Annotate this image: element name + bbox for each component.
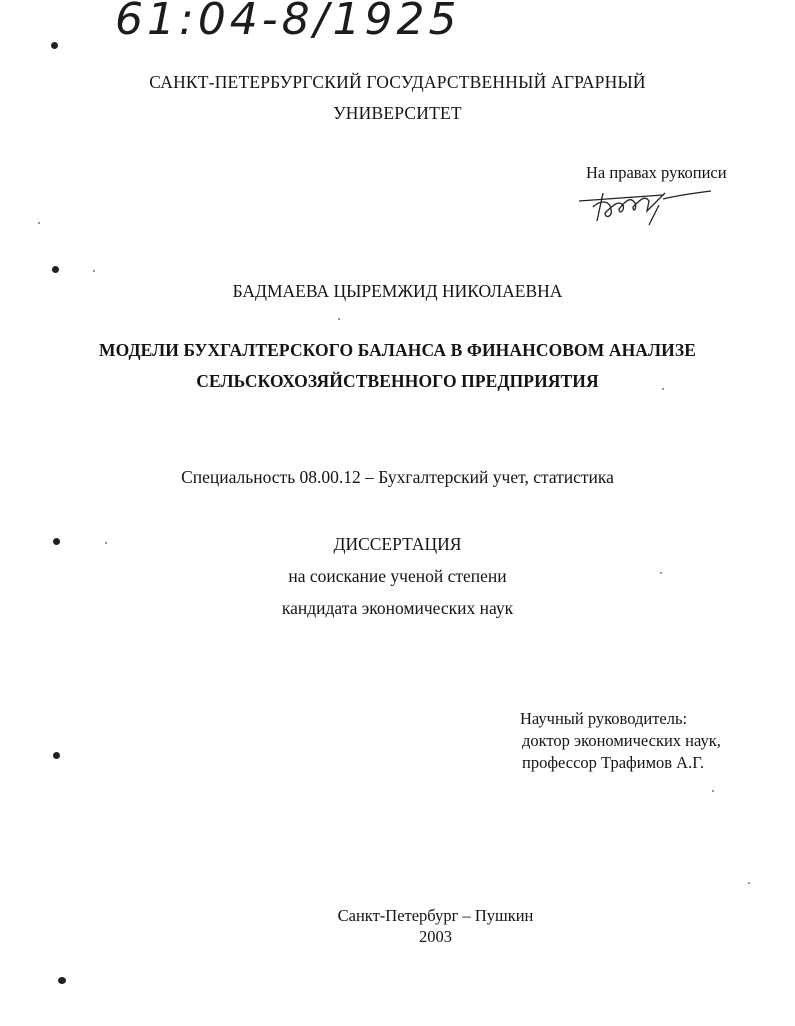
university-name-line1: САНКТ-ПЕТЕРБУРГСКИЙ ГОСУДАРСТВЕННЫЙ АГРАРНЫЙ: [149, 72, 646, 92]
scan-speck: [748, 882, 750, 884]
dissertation-heading: ДИССЕРТАЦИЯ: [333, 534, 462, 554]
scan-speck: [38, 222, 40, 224]
specialty: Специальность 08.00.12 – Бухгалтерский учет, статистика: [181, 467, 614, 487]
signature-scribble: [575, 185, 715, 230]
degree-line1: на соискание ученой степени: [288, 566, 507, 586]
binder-hole-mark: [58, 977, 66, 984]
dissertation-title-line1: МОДЕЛИ БУХГАЛТЕРСКОГО БАЛАНСА В ФИНАНСОВОМ АНАЛИЗЕ: [98, 340, 697, 360]
university-name-line2: УНИВЕРСИТЕТ: [333, 103, 462, 123]
scan-speck: [662, 388, 664, 390]
binder-hole-mark: [52, 266, 59, 273]
advisor-block: [520, 708, 721, 774]
scan-speck: [712, 790, 714, 792]
advisor-label: Научный руководитель:: [520, 709, 688, 728]
binder-hole-mark: [53, 538, 60, 545]
scan-speck: [660, 572, 662, 574]
city: Санкт-Петербург – Пушкин: [337, 906, 534, 925]
rights-label: На правах рукописи: [586, 163, 727, 182]
binder-hole-mark: [53, 752, 60, 759]
scan-speck: [105, 542, 107, 544]
dissertation-title-line2: СЕЛЬСКОХОЗЯЙСТВЕННОГО ПРЕДПРИЯТИЯ: [196, 371, 599, 391]
scan-speck: [93, 270, 95, 272]
advisor-name: профессор Трафимов А.Г.: [522, 753, 705, 772]
binder-hole-mark: [51, 42, 58, 49]
degree-line2: кандидата экономических наук: [281, 598, 514, 618]
scan-speck: [338, 318, 340, 320]
handwritten-catalog-number: 61:04-8/1925: [115, 0, 461, 45]
year: 2003: [419, 927, 452, 946]
author-name: БАДМАЕВА ЦЫРЕМЖИД НИКОЛАЕВНА: [232, 281, 563, 301]
advisor-degree: доктор экономических наук,: [522, 731, 721, 750]
